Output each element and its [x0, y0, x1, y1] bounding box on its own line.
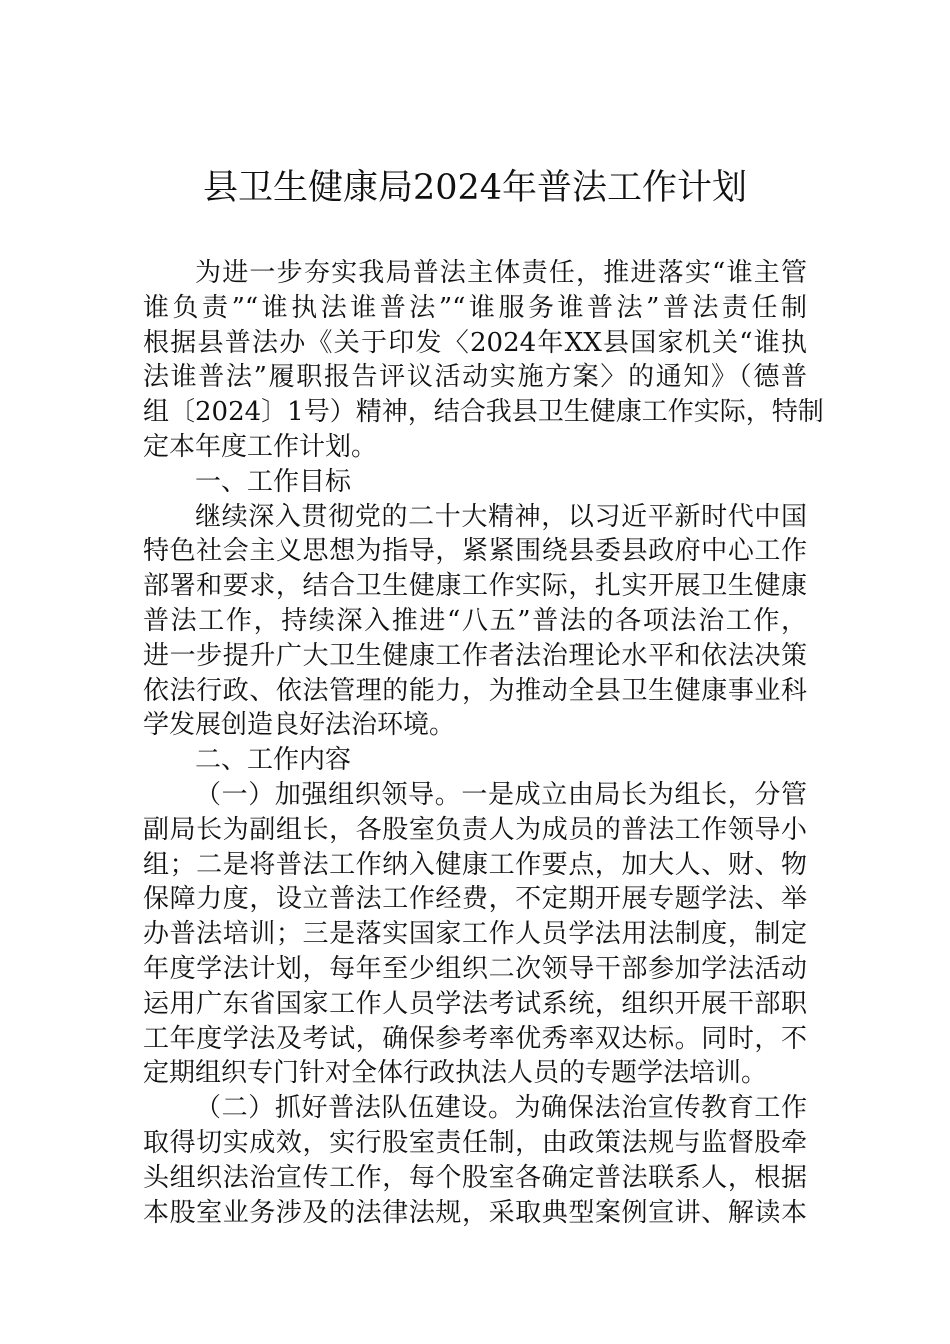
- text-line: 进一步提升广大卫生健康工作者法治理论水平和依法决策: [143, 640, 807, 671]
- text-line: （二）抓好普法队伍建设。为确保法治宣传教育工作: [195, 1093, 807, 1124]
- text-line: 普法工作，持续深入推进“八五”普法的各项法治工作，: [143, 605, 807, 636]
- text-line: 继续深入贯彻党的二十大精神，以习近平新时代中国: [195, 501, 807, 532]
- text-line: 学发展创造良好法治环境。: [143, 710, 456, 741]
- text-line: 一、工作目标: [195, 466, 352, 497]
- text-line: （一）加强组织领导。一是成立由局长为组长，分管: [195, 779, 807, 810]
- text-line: 为进一步夯实我局普法主体责任，推进落实“谁主管: [195, 258, 807, 288]
- text-line: 运用广东省国家工作人员学法考试系统，组织开展干部职: [143, 988, 807, 1019]
- text-line: 二、工作内容: [195, 745, 352, 776]
- text-line: 办普法培训；三是落实国家工作人员学法用法制度，制定: [143, 919, 807, 950]
- text-line: 依法行政、依法管理的能力，为推动全县卫生健康事业科: [143, 675, 807, 706]
- text-line: 部署和要求，结合卫生健康工作实际，扎实开展卫生健康: [143, 571, 807, 602]
- text-line: 组；二是将普法工作纳入健康工作要点，加大人、财、物: [143, 849, 807, 880]
- text-line: 取得切实成效，实行股室责任制，由政策法规与监督股牵: [143, 1127, 807, 1158]
- text-line: 组〔2024〕1号）精神，结合我县卫生健康工作实际，特制: [143, 397, 824, 428]
- text-line: 定期组织专门针对全体行政执法人员的专题学法培训。: [143, 1058, 768, 1089]
- text-line: 本股室业务涉及的法律法规，采取典型案例宣讲、解读本: [143, 1197, 807, 1228]
- text-line: 副局长为副组长，各股室负责人为成员的普法工作领导小: [143, 814, 807, 845]
- text-line: 法谁普法”履职报告评议活动实施方案〉的通知》（德普: [143, 362, 807, 393]
- text-line: 头组织法治宣传工作，每个股室各确定普法联系人，根据: [143, 1162, 807, 1193]
- text-line: 定本年度工作计划。: [143, 431, 378, 462]
- text-line: 特色社会主义思想为指导，紧紧围绕县委县政府中心工作: [143, 536, 807, 567]
- text-line: 年度学法计划，每年至少组织二次领导干部参加学法活动: [143, 953, 807, 984]
- text-line: 保障力度，设立普法工作经费，不定期开展专题学法、举: [143, 884, 807, 915]
- text-line: 根据县普法办《关于印发〈2024年XX县国家机关“谁执: [143, 327, 807, 358]
- document-title: 县卫生健康局2024年普法工作计划: [202, 168, 748, 208]
- document-body: [143, 256, 824, 1230]
- text-line: 工年度学法及考试，确保参考率优秀率双达标。同时，不: [143, 1023, 807, 1054]
- text-line: 谁负责”“谁执法谁普法”“谁服务谁普法”普法责任制: [143, 292, 807, 323]
